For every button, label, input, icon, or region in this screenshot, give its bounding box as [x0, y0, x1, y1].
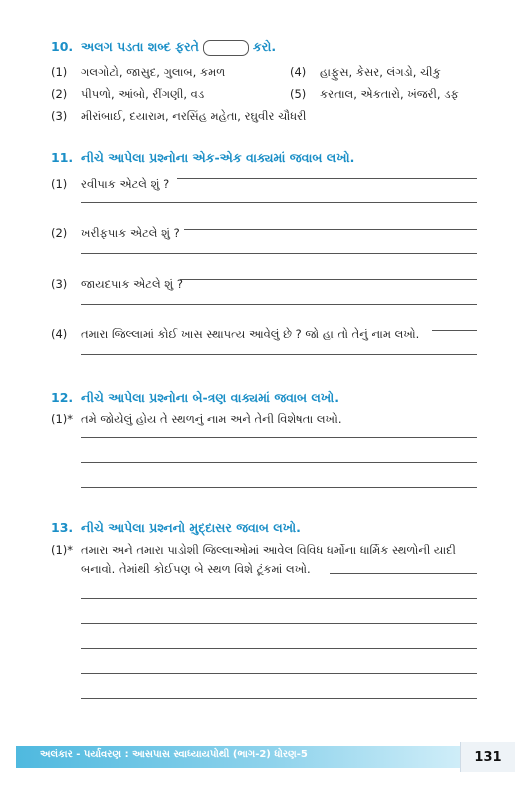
item-text: પીપળો, આંબો, રીંગણી, વડ: [81, 87, 205, 101]
answer-line[interactable]: [180, 279, 477, 280]
item-text: તમે જોયેલું હોય તે સ્થળનું નામ અને તેની વિશેષતા લખો.: [81, 412, 342, 426]
q10-number: 10.: [51, 39, 74, 54]
item-number: (5): [290, 87, 307, 101]
item-text: કરતાલ, એકતારો, ખંજરી, ડફ: [320, 87, 459, 101]
answer-line[interactable]: [81, 354, 477, 355]
q12-number: 12.: [51, 390, 74, 405]
item-number: (1)*: [51, 412, 74, 426]
q10-heading: [51, 39, 276, 56]
q12-item-1: [51, 412, 342, 427]
q11-item-1: [51, 177, 169, 192]
q13-number: 13.: [51, 520, 74, 535]
answer-line[interactable]: [81, 253, 477, 254]
item-text: રવીપાક એટલે શું ?: [81, 177, 170, 191]
item-text-line1: તમારા અને તમારા પાડોશી જિલ્લાઓમાં આવેલ વિવિધ ધર્મોના ધાર્મિક સ્થળોની યાદી: [81, 543, 456, 557]
answer-line[interactable]: [81, 437, 477, 438]
q10-item-5: [290, 87, 459, 102]
item-number: (1): [51, 65, 68, 79]
q10-item-1: [51, 65, 225, 80]
q10-item-3: [51, 109, 306, 124]
footer-book-title: અલંકાર - પર્યાવરણ : આસપાસ સ્વાધ્યાયપોથી (ભાગ-2) ધોરણ-5: [40, 749, 308, 760]
item-number: (1): [51, 177, 68, 191]
q10-item-2: [51, 87, 204, 102]
q13-item-1-cont: [81, 562, 311, 577]
q11-heading: [51, 150, 354, 166]
q11-item-4: [51, 327, 419, 342]
item-number: (4): [51, 327, 68, 341]
q11-number: 11.: [51, 150, 74, 165]
q11-title: નીચે આપેલા પ્રશ્નોના એક-એક વાક્યમાં જવાબ લખો.: [81, 150, 355, 165]
item-text: મીરાંબાઈ, દયારામ, નરસિંહ મહેતા, રઘુવીર ચૌધરી: [81, 109, 307, 123]
q10-title-before: અલગ પડતા શબ્દ ફરતે: [81, 39, 199, 54]
answer-line[interactable]: [81, 598, 477, 599]
page-number: 131: [460, 742, 515, 772]
q11-item-2: [51, 226, 180, 241]
q11-item-3: [51, 277, 183, 292]
item-text: ગલગોટો, જાસુદ, ગુલાબ, કમળ: [81, 65, 226, 79]
answer-line[interactable]: [81, 673, 477, 674]
answer-line[interactable]: [81, 462, 477, 463]
answer-line[interactable]: [81, 202, 477, 203]
answer-line[interactable]: [330, 573, 477, 574]
q13-heading: [51, 520, 301, 536]
item-text: હાફુસ, કેસર, લંગડો, ચીકુ: [320, 65, 441, 79]
item-number: (2): [51, 87, 68, 101]
answer-line[interactable]: [81, 623, 477, 624]
answer-line[interactable]: [81, 487, 477, 488]
circle-blank-box: [203, 40, 249, 56]
answer-line[interactable]: [432, 330, 477, 331]
item-text: જાયદપાક એટલે શું ?: [81, 277, 183, 291]
answer-line[interactable]: [81, 648, 477, 649]
answer-line[interactable]: [184, 229, 477, 230]
q10-title-after: કરો.: [252, 39, 277, 54]
item-number: (2): [51, 226, 68, 240]
q13-title: નીચે આપેલા પ્રશ્નનો મુદ્દાસર જવાબ લખો.: [81, 520, 301, 535]
answer-line[interactable]: [81, 304, 477, 305]
q12-heading: [51, 390, 339, 406]
item-number: (3): [51, 109, 68, 123]
item-number: (3): [51, 277, 68, 291]
answer-line[interactable]: [177, 178, 477, 179]
answer-line[interactable]: [81, 698, 477, 699]
page-footer: [0, 740, 530, 778]
q10-item-4: [290, 65, 441, 80]
item-text: તમારા જિલ્લામાં કોઈ ખાસ સ્થાપત્ય આવેલું છે ? જો હા તો તેનું નામ લખો.: [81, 327, 420, 341]
item-text: ખરીફપાક એટલે શું ?: [81, 226, 180, 240]
q12-title: નીચે આપેલા પ્રશ્નોના બે-ત્રણ વાક્યમાં જવાબ લખો.: [81, 390, 340, 405]
item-text-line2: બનાવો. તેમાંથી કોઈપણ બે સ્થળ વિશે ટૂંકમાં લખો.: [81, 562, 311, 576]
item-number: (4): [290, 65, 307, 79]
q13-item-1: [51, 543, 456, 558]
item-number: (1)*: [51, 543, 74, 557]
